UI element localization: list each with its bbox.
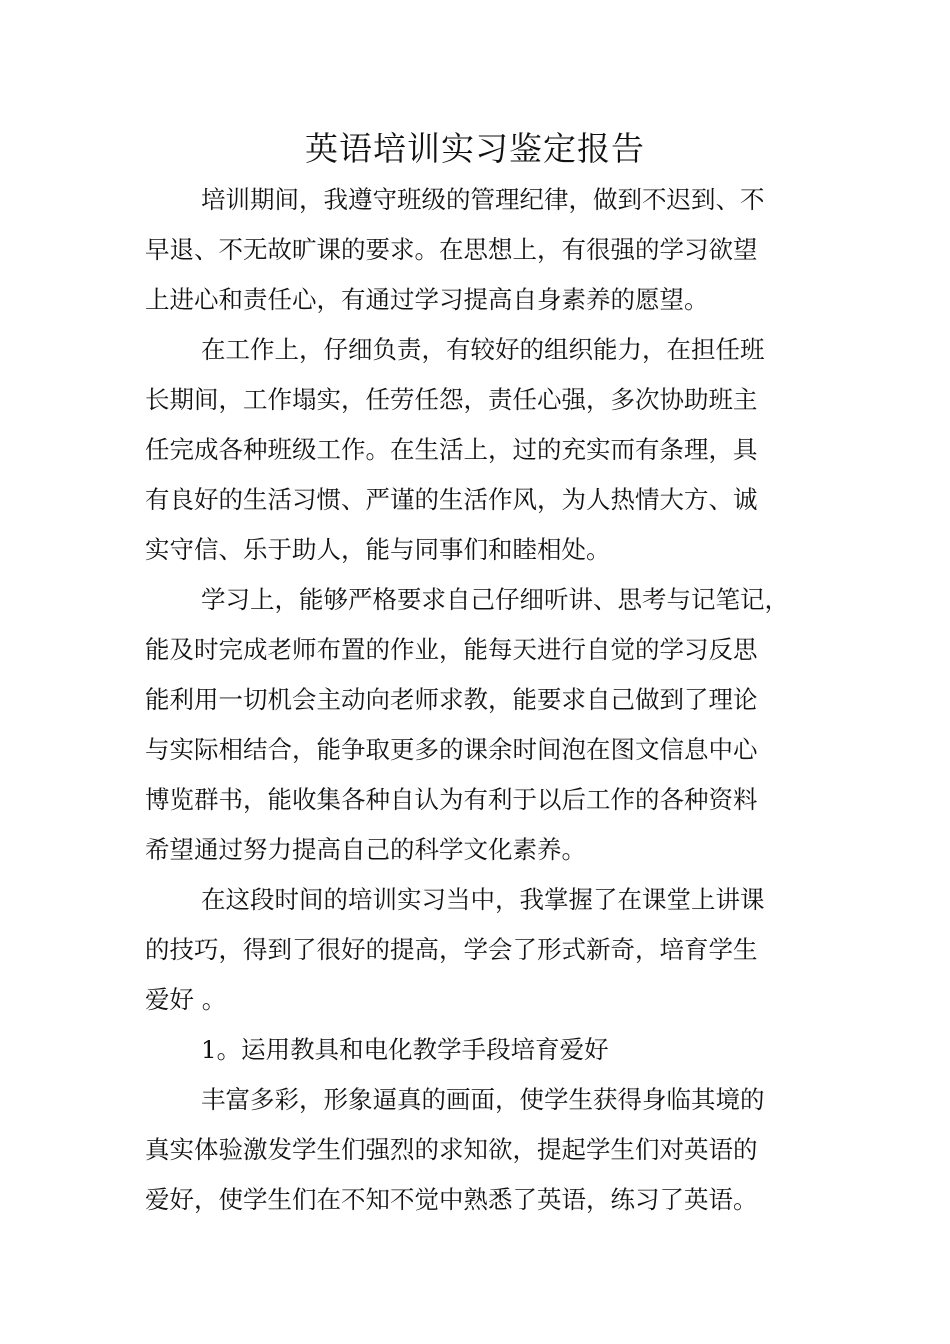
- body-line: 能利用一切机会主动向老师求教，能要求自己做到了理论: [145, 685, 758, 714]
- body-line: 实守信、乐于助人，能与同事们和睦相处。: [145, 535, 611, 564]
- document-body: [145, 175, 813, 1225]
- body-line: 1。运用教具和电化教学手段培育爱好: [201, 1035, 609, 1064]
- body-line: 博览群书，能收集各种自认为有利于以后工作的各种资料: [145, 785, 758, 814]
- body-line: 培训期间，我遵守班级的管理纪律，做到不迟到、不: [201, 185, 765, 214]
- body-line: 在工作上，仔细负责，有较好的组织能力，在担任班: [201, 335, 765, 364]
- document-title: 英语培训实习鉴定报告: [305, 129, 645, 168]
- body-line: 能及时完成老师布置的作业，能每天进行自觉的学习反思: [145, 635, 758, 664]
- body-line: 有良好的生活习惯、严谨的生活作风，为人热情大方、诚: [145, 485, 758, 514]
- body-line: 爱好，使学生们在不知不觉中熟悉了英语，练习了英语。: [145, 1185, 758, 1214]
- body-line: 上进心和责任心，有通过学习提高自身素养的愿望。: [145, 285, 709, 314]
- body-line: 真实体验激发学生们强烈的求知欲，提起学生们对英语的: [145, 1135, 758, 1164]
- body-line: 与实际相结合，能争取更多的课余时间泡在图文信息中心: [145, 735, 758, 764]
- body-line: 的技巧，得到了很好的提高，学会了形式新奇，培育学生: [145, 935, 758, 964]
- body-line: 希望通过努力提高自己的科学文化素养。: [145, 835, 586, 864]
- body-line: 爱好 。: [145, 985, 227, 1014]
- body-line: 学习上，能够严格要求自己仔细听讲、思考与记笔记，: [201, 585, 789, 614]
- body-line: 长期间，工作塌实，任劳任怨，责任心强，多次协助班主: [145, 385, 758, 414]
- body-line: 在这段时间的培训实习当中，我掌握了在课堂上讲课: [201, 885, 765, 914]
- body-line: 早退、不无故旷课的要求。在思想上，有很强的学习欲望: [145, 235, 758, 264]
- body-line: 丰富多彩，形象逼真的画面，使学生获得身临其境的: [201, 1085, 765, 1114]
- body-line: 任完成各种班级工作。在生活上，过的充实而有条理，具: [145, 435, 758, 464]
